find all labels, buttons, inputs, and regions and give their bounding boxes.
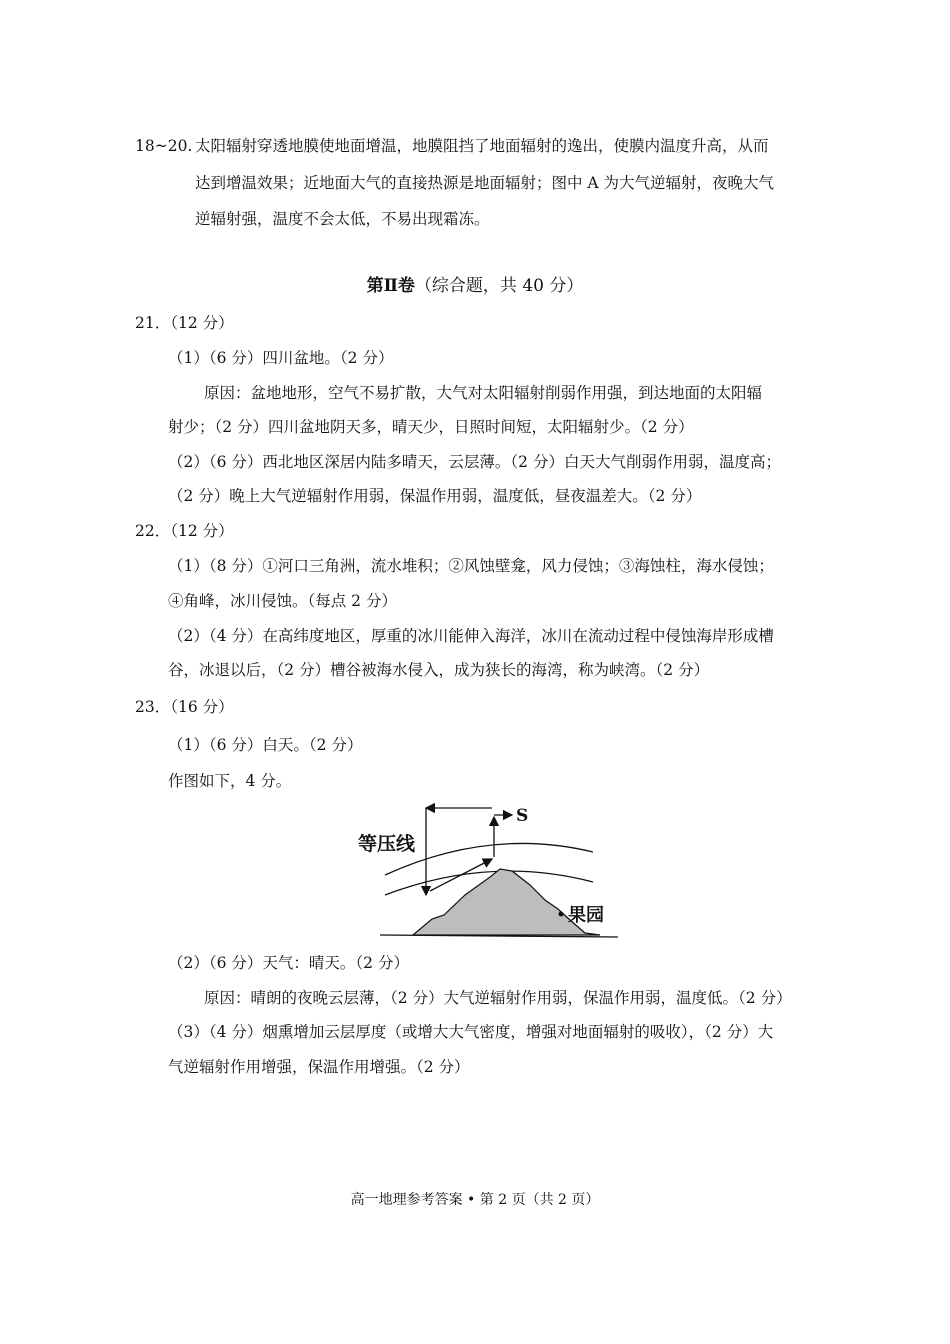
q21-line-3: 射少；（2 分）四川盆地阴天多，晴天少，日照时间短，太阳辐射少。（2 分） xyxy=(168,418,694,436)
isobar-diagram xyxy=(340,795,630,945)
q22-line-4: 谷，冰退以后，（2 分）槽谷被海水侵入，成为狭长的海湾，称为峡湾。（2 分） xyxy=(168,661,710,679)
orchard-label: 果园 xyxy=(568,905,604,926)
section-title xyxy=(0,275,950,297)
q21-line-5: （2 分）晚上大气逆辐射作用弱，保温作用弱，温度低，昼夜温差大。（2 分） xyxy=(168,487,702,505)
section-title-bold: 第Ⅱ卷 xyxy=(366,276,415,296)
q23-line-2: 作图如下，4 分。 xyxy=(168,772,292,790)
q21-line-1: （1）（6 分）四川盆地。（2 分） xyxy=(168,349,394,367)
q23-line-5: （3）（4 分）烟熏增加云层厚度（或增大大气密度，增强对地面辐射的吸收），（2 分）大 xyxy=(168,1023,774,1041)
direction-label: S xyxy=(516,806,529,826)
q23-line-6: 气逆辐射作用增强，保温作用增强。（2 分） xyxy=(168,1058,470,1076)
q18-20-label: 18~20. xyxy=(135,137,193,155)
q18-20-line-1: 太阳辐射穿透地膜使地面增温，地膜阻挡了地面辐射的逸出，使膜内温度升高，从而 xyxy=(195,137,769,155)
q22-line-1: （1）（8 分）①河口三角洲，流水堆积；②风蚀壁龛，风力侵蚀；③海蚀柱，海水侵蚀； xyxy=(168,557,774,575)
section-title-rest: （综合题，共 40 分） xyxy=(414,276,584,296)
q22-line-3: （2）（4 分）在高纬度地区，厚重的冰川能伸入海洋，冰川在流动过程中侵蚀海岸形成槽 xyxy=(168,627,774,645)
isobar-line-upper xyxy=(385,843,593,875)
q22-header: 22．（12 分） xyxy=(135,522,234,540)
page-footer: 高一地理参考答案 • 第 2 页（共 2 页） xyxy=(350,1192,600,1208)
isobar-label: 等压线 xyxy=(358,833,416,855)
q18-20-line-2: 达到增温效果；近地面大气的直接热源是地面辐射；图中 A 为大气逆辐射，夜晚大气 xyxy=(195,174,775,192)
q22-line-2: ④角峰，冰川侵蚀。（每点 2 分） xyxy=(168,592,397,610)
orchard-dot xyxy=(559,912,564,917)
q23-line-4: 原因：晴朗的夜晚云层薄，（2 分）大气逆辐射作用弱，保温作用弱，温度低。（2 分） xyxy=(204,989,792,1007)
q21-header: 21．（12 分） xyxy=(135,314,234,332)
q21-line-2: 原因：盆地地形，空气不易扩散，大气对太阳辐射削弱作用强，到达地面的太阳辐 xyxy=(204,384,763,402)
q18-20-line-3: 逆辐射强，温度不会太低，不易出现霜冻。 xyxy=(195,210,490,228)
q23-line-1: （1）（6 分）白天。（2 分） xyxy=(168,736,363,754)
q23-line-3: （2）（6 分）天气：晴天。（2 分） xyxy=(168,954,409,972)
q23-header: 23．（16 分） xyxy=(135,698,234,716)
q21-line-4: （2）（6 分）西北地区深居内陆多晴天，云层薄。（2 分）白天大气削弱作用弱，温度高； xyxy=(168,453,781,471)
